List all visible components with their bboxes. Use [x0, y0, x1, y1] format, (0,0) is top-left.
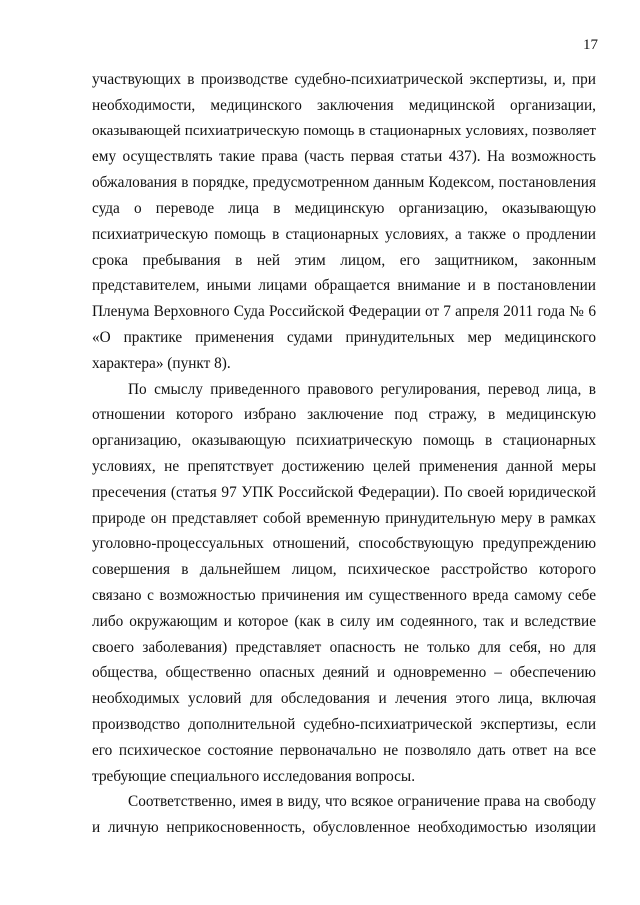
text-line: участвующих в производстве судебно-психиатрической экспертизы, и, при — [92, 71, 596, 88]
text-line: связано с возможностью причинения им существенного вреда самому себе — [92, 586, 596, 604]
text-line: обжалования в порядке, предусмотренном данным Кодексом, постановления — [92, 174, 596, 192]
text-line: требующие специального исследования вопросы. — [92, 767, 416, 785]
text-line: совершения в дальнейшем лицом, психическое расстройство которого — [92, 561, 596, 579]
text-line: производство дополнительной судебно-психиатрической экспертизы, если — [92, 715, 596, 733]
text-line: условиях, не препятствует достижению целей применения данной меры — [92, 457, 596, 475]
text-line: необходимых условий для обследования и лечения этого лица, включая — [92, 690, 596, 708]
text-line: организацию, оказывающую психиатрическую помощь в стационарных — [92, 432, 596, 450]
text-line: характера» (пункт 8). — [92, 354, 231, 372]
text-line: оказывающей психиатрическую помощь в стационарных условиях, позволяет — [92, 122, 596, 139]
paragraph-2 — [92, 377, 596, 790]
text-line: ему осуществлять такие права (часть первая статьи 437). На возможность — [92, 148, 596, 166]
text-line: пресечения (статья 97 УПК Российской Федерации). По своей юридической — [92, 483, 596, 501]
text-line: По смыслу приведенного правового регулирования, перевод лица, в — [128, 380, 596, 398]
text-line: своего заболевания) представляет опасность не только для себя, но для — [92, 638, 596, 656]
text-line: уголовно-процессуальных отношений, способствующую предупреждению — [92, 535, 596, 553]
text-line: Соответственно, имея в виду, что всякое ограничение права на свободу — [128, 793, 596, 811]
text-line: срока пребывания в ней этим лицом, его защитником, законным — [92, 251, 596, 269]
text-line: психиатрическую помощь в стационарных условиях, а также о продлении — [92, 225, 596, 243]
text-line: природе он представляет собой временную принудительную меру в рамках — [92, 509, 596, 527]
text-line: необходимости, медицинского заключения медицинской организации, — [92, 96, 596, 114]
text-line: «О практике применения судами принудительных мер медицинского — [92, 328, 596, 346]
paragraph-1 — [92, 67, 596, 377]
text-line: суда о переводе лица в медицинскую организацию, оказывающую — [92, 199, 596, 217]
body-text — [92, 67, 596, 841]
text-line: отношении которого избрано заключение под стражу, в медицинскую — [92, 406, 596, 424]
text-line: Пленума Верховного Суда Российской Федерации от 7 апреля 2011 года № 6 — [92, 303, 596, 321]
page-number: 17 — [583, 37, 598, 53]
text-line: его психическое состояние первоначально не позволяло дать ответ на все — [92, 741, 596, 759]
text-line: общества, общественно опасных деяний и одновременно – обеспечению — [92, 664, 596, 682]
text-line: и личную неприкосновенность, обусловленное необходимостью изоляции — [92, 819, 596, 837]
text-line: либо окружающим и которое (как в силу им содеянного, так и вследствие — [92, 612, 596, 630]
paragraph-3 — [92, 789, 596, 841]
text-line: представителем, иными лицами обращается внимание и в постановлении — [92, 277, 596, 295]
